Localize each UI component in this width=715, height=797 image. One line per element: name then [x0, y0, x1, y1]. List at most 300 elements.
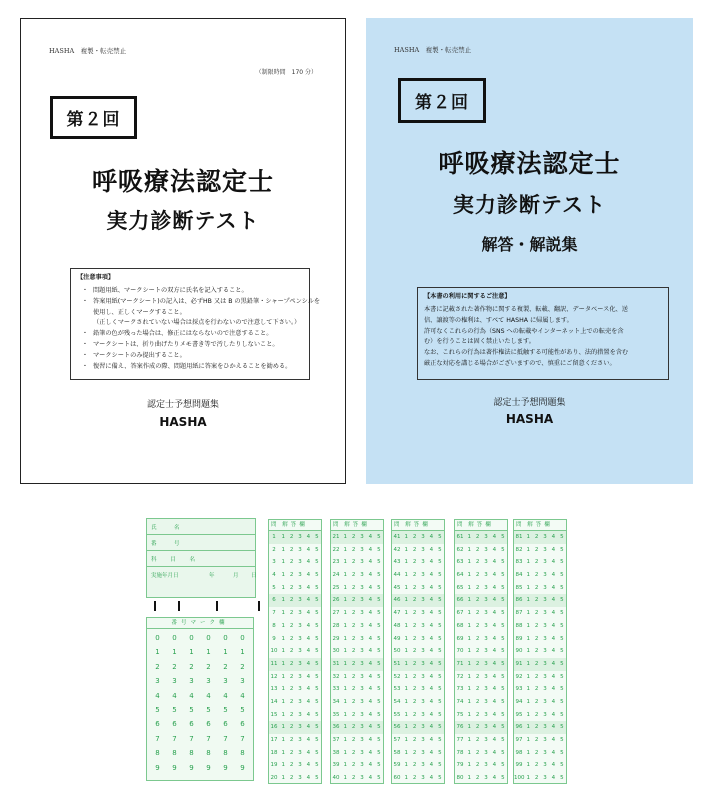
answer-bubble[interactable]: 4 [306, 597, 311, 604]
answer-bubble[interactable]: 4 [551, 762, 556, 769]
answer-bubble[interactable]: 5 [501, 711, 505, 718]
answer-bubble[interactable]: 5 [377, 749, 381, 756]
answer-bubble[interactable]: 2 [351, 724, 356, 731]
answer-bubble[interactable]: 4 [306, 546, 311, 553]
answer-bubble[interactable]: 1 [467, 660, 471, 667]
answer-bubble[interactable]: 3 [543, 572, 547, 579]
answer-bubble[interactable]: 1 [526, 546, 530, 553]
answer-bubble[interactable]: 1 [404, 749, 408, 756]
answer-bubble[interactable]: 4 [368, 749, 373, 756]
answer-bubble[interactable]: 4 [551, 698, 556, 705]
answer-bubble[interactable]: 5 [560, 724, 564, 731]
id-bubble[interactable]: 9 [206, 763, 211, 772]
id-bubble[interactable]: 0 [155, 634, 160, 642]
answer-bubble[interactable]: 1 [526, 635, 530, 642]
answer-bubble[interactable]: 3 [360, 698, 364, 705]
answer-bubble[interactable]: 1 [404, 597, 408, 604]
id-bubble[interactable]: 8 [206, 749, 211, 758]
answer-bubble[interactable]: 1 [404, 622, 408, 629]
answer-bubble[interactable]: 4 [492, 711, 497, 718]
answer-bubble[interactable]: 1 [467, 737, 471, 743]
answer-bubble[interactable]: 1 [404, 572, 408, 579]
answer-bubble[interactable]: 2 [412, 686, 417, 693]
answer-bubble[interactable]: 3 [298, 622, 302, 629]
answer-bubble[interactable]: 2 [351, 775, 356, 782]
answer-bubble[interactable]: 4 [551, 597, 556, 604]
answer-bubble[interactable]: 3 [298, 546, 302, 553]
answer-bubble[interactable]: 3 [360, 711, 364, 718]
answer-bubble[interactable]: 3 [298, 775, 302, 782]
answer-bubble[interactable]: 5 [501, 660, 505, 667]
answer-bubble[interactable]: 2 [351, 635, 356, 642]
id-bubble[interactable]: 5 [240, 705, 245, 714]
answer-bubble[interactable]: 4 [306, 534, 311, 540]
id-bubble[interactable]: 3 [189, 677, 194, 686]
answer-bubble[interactable]: 4 [551, 610, 556, 617]
id-bubble[interactable]: 8 [155, 749, 160, 758]
id-bubble[interactable]: 6 [206, 720, 211, 729]
answer-bubble[interactable]: 5 [501, 572, 505, 579]
answer-bubble[interactable]: 3 [298, 534, 302, 540]
answer-bubble[interactable]: 1 [343, 737, 347, 743]
answer-bubble[interactable]: 1 [526, 610, 530, 617]
answer-bubble[interactable]: 3 [298, 686, 302, 693]
id-bubble[interactable]: 4 [172, 691, 177, 700]
answer-bubble[interactable]: 1 [343, 711, 347, 718]
answer-bubble[interactable]: 1 [404, 559, 408, 566]
answer-bubble[interactable]: 1 [467, 686, 471, 693]
answer-bubble[interactable]: 1 [526, 572, 530, 579]
answer-bubble[interactable]: 5 [560, 610, 564, 617]
answer-bubble[interactable]: 2 [534, 686, 539, 693]
answer-bubble[interactable]: 2 [351, 698, 356, 705]
answer-bubble[interactable]: 1 [526, 724, 530, 731]
answer-bubble[interactable]: 4 [306, 673, 311, 680]
id-bubble[interactable]: 3 [206, 677, 211, 686]
answer-bubble[interactable]: 1 [343, 660, 347, 667]
answer-bubble[interactable]: 2 [412, 724, 417, 731]
answer-bubble[interactable]: 2 [289, 635, 294, 642]
answer-bubble[interactable]: 2 [412, 737, 417, 743]
answer-bubble[interactable]: 2 [351, 648, 356, 655]
answer-bubble[interactable]: 5 [438, 711, 442, 718]
id-bubble[interactable]: 9 [223, 763, 228, 772]
answer-bubble[interactable]: 2 [289, 572, 294, 579]
answer-bubble[interactable]: 3 [421, 749, 425, 756]
answer-bubble[interactable]: 4 [429, 737, 434, 743]
answer-bubble[interactable]: 3 [543, 610, 547, 617]
answer-bubble[interactable]: 1 [343, 610, 347, 617]
answer-bubble[interactable]: 4 [368, 559, 373, 566]
answer-bubble[interactable]: 1 [281, 762, 285, 769]
answer-bubble[interactable]: 5 [315, 610, 319, 617]
answer-bubble[interactable]: 5 [438, 660, 442, 667]
answer-bubble[interactable]: 1 [404, 610, 408, 617]
answer-bubble[interactable]: 5 [377, 534, 381, 540]
answer-bubble[interactable]: 4 [368, 584, 373, 591]
answer-bubble[interactable]: 2 [289, 622, 294, 629]
answer-bubble[interactable]: 3 [421, 597, 425, 604]
answer-bubble[interactable]: 3 [421, 559, 425, 566]
answer-bubble[interactable]: 2 [475, 762, 480, 769]
answer-bubble[interactable]: 3 [360, 686, 364, 693]
answer-bubble[interactable]: 1 [404, 584, 408, 591]
answer-bubble[interactable]: 5 [560, 635, 564, 642]
answer-bubble[interactable]: 3 [543, 648, 547, 655]
answer-bubble[interactable]: 5 [501, 749, 505, 756]
answer-bubble[interactable]: 5 [438, 673, 442, 680]
answer-bubble[interactable]: 2 [351, 597, 356, 604]
answer-bubble[interactable]: 1 [467, 673, 471, 680]
id-bubble[interactable]: 9 [172, 763, 177, 772]
answer-bubble[interactable]: 5 [438, 686, 442, 693]
id-bubble[interactable]: 0 [223, 634, 228, 642]
answer-bubble[interactable]: 4 [429, 749, 434, 756]
answer-bubble[interactable]: 5 [560, 673, 564, 680]
answer-bubble[interactable]: 2 [351, 673, 356, 680]
id-bubble[interactable]: 2 [206, 662, 211, 671]
answer-bubble[interactable]: 1 [467, 622, 471, 629]
answer-bubble[interactable]: 2 [289, 698, 294, 705]
answer-bubble[interactable]: 5 [315, 749, 319, 756]
answer-bubble[interactable]: 4 [368, 534, 373, 540]
answer-bubble[interactable]: 5 [438, 610, 442, 617]
answer-bubble[interactable]: 4 [368, 711, 373, 718]
id-bubble[interactable]: 7 [155, 734, 160, 743]
answer-bubble[interactable]: 3 [421, 775, 425, 782]
answer-bubble[interactable]: 1 [404, 711, 408, 718]
answer-bubble[interactable]: 2 [412, 648, 417, 655]
answer-bubble[interactable]: 1 [281, 648, 285, 655]
answer-bubble[interactable]: 1 [281, 635, 285, 642]
answer-bubble[interactable]: 2 [534, 635, 539, 642]
answer-bubble[interactable]: 3 [421, 610, 425, 617]
answer-bubble[interactable]: 4 [492, 597, 497, 604]
answer-bubble[interactable]: 2 [351, 584, 356, 591]
answer-bubble[interactable]: 5 [560, 648, 564, 655]
answer-bubble[interactable]: 5 [315, 597, 319, 604]
answer-bubble[interactable]: 5 [438, 559, 442, 566]
answer-bubble[interactable]: 5 [377, 775, 381, 782]
answer-bubble[interactable]: 1 [281, 610, 285, 617]
answer-bubble[interactable]: 2 [475, 749, 480, 756]
answer-bubble[interactable]: 1 [404, 534, 408, 540]
answer-bubble[interactable]: 4 [492, 737, 497, 743]
answer-bubble[interactable]: 4 [429, 584, 434, 591]
answer-bubble[interactable]: 3 [360, 648, 364, 655]
answer-bubble[interactable]: 2 [351, 534, 356, 540]
answer-bubble[interactable]: 2 [412, 534, 417, 540]
answer-bubble[interactable]: 1 [467, 775, 471, 782]
answer-bubble[interactable]: 5 [438, 572, 442, 579]
answer-bubble[interactable]: 3 [360, 737, 364, 743]
answer-bubble[interactable]: 4 [306, 711, 311, 718]
answer-bubble[interactable]: 2 [475, 622, 480, 629]
answer-bubble[interactable]: 2 [351, 546, 356, 553]
answer-bubble[interactable]: 1 [343, 749, 347, 756]
answer-bubble[interactable]: 3 [360, 597, 364, 604]
answer-bubble[interactable]: 4 [306, 572, 311, 579]
answer-bubble[interactable]: 2 [351, 711, 356, 718]
answer-bubble[interactable]: 5 [560, 597, 564, 604]
answer-bubble[interactable]: 4 [551, 775, 556, 782]
answer-bubble[interactable]: 3 [360, 622, 364, 629]
answer-bubble[interactable]: 4 [429, 648, 434, 655]
answer-bubble[interactable]: 1 [467, 534, 471, 540]
answer-bubble[interactable]: 5 [501, 622, 505, 629]
answer-bubble[interactable]: 5 [315, 572, 319, 579]
answer-bubble[interactable]: 1 [467, 711, 471, 718]
answer-bubble[interactable]: 4 [492, 749, 497, 756]
answer-bubble[interactable]: 2 [289, 724, 294, 731]
answer-bubble[interactable]: 1 [343, 724, 347, 731]
id-bubble[interactable]: 6 [172, 720, 177, 729]
answer-bubble[interactable]: 3 [484, 584, 488, 591]
answer-bubble[interactable]: 1 [467, 762, 471, 769]
answer-bubble[interactable]: 4 [306, 559, 311, 566]
answer-bubble[interactable]: 5 [377, 660, 381, 667]
answer-bubble[interactable]: 1 [526, 622, 530, 629]
answer-bubble[interactable]: 4 [368, 762, 373, 769]
answer-bubble[interactable]: 2 [534, 724, 539, 731]
id-bubble[interactable]: 9 [240, 763, 245, 772]
answer-bubble[interactable]: 3 [421, 724, 425, 731]
answer-bubble[interactable]: 3 [421, 698, 425, 705]
answer-bubble[interactable]: 1 [404, 635, 408, 642]
answer-bubble[interactable]: 4 [551, 534, 556, 540]
answer-bubble[interactable]: 4 [551, 622, 556, 629]
id-bubble[interactable]: 3 [155, 677, 160, 686]
answer-bubble[interactable]: 3 [421, 572, 425, 579]
answer-bubble[interactable]: 4 [492, 584, 497, 591]
answer-bubble[interactable]: 5 [315, 698, 319, 705]
answer-bubble[interactable]: 1 [281, 724, 285, 731]
id-bubble[interactable]: 6 [155, 720, 160, 729]
answer-bubble[interactable]: 3 [360, 635, 364, 642]
answer-bubble[interactable]: 3 [298, 610, 302, 617]
answer-bubble[interactable]: 5 [501, 597, 505, 604]
answer-bubble[interactable]: 4 [368, 698, 373, 705]
id-bubble[interactable]: 0 [189, 634, 194, 642]
answer-bubble[interactable]: 2 [475, 686, 480, 693]
answer-bubble[interactable]: 1 [404, 698, 408, 705]
id-bubble[interactable]: 7 [172, 734, 177, 743]
answer-bubble[interactable]: 3 [421, 737, 425, 743]
answer-bubble[interactable]: 2 [412, 762, 417, 769]
answer-bubble[interactable]: 3 [543, 749, 547, 756]
answer-bubble[interactable]: 4 [429, 559, 434, 566]
answer-bubble[interactable]: 5 [560, 762, 564, 769]
answer-bubble[interactable]: 3 [543, 686, 547, 693]
answer-bubble[interactable]: 3 [421, 534, 425, 540]
answer-bubble[interactable]: 3 [421, 686, 425, 693]
answer-bubble[interactable]: 2 [351, 660, 356, 667]
answer-bubble[interactable]: 3 [543, 635, 547, 642]
answer-bubble[interactable]: 2 [534, 737, 539, 743]
answer-bubble[interactable]: 5 [377, 711, 381, 718]
answer-bubble[interactable]: 3 [360, 762, 364, 769]
answer-bubble[interactable]: 1 [281, 698, 285, 705]
answer-bubble[interactable]: 3 [298, 724, 302, 731]
answer-bubble[interactable]: 4 [306, 737, 311, 743]
id-bubble[interactable]: 4 [223, 691, 228, 700]
answer-bubble[interactable]: 4 [306, 749, 311, 756]
answer-bubble[interactable]: 4 [551, 686, 556, 693]
answer-bubble[interactable]: 2 [289, 775, 294, 782]
answer-bubble[interactable]: 3 [484, 622, 488, 629]
answer-bubble[interactable]: 4 [551, 648, 556, 655]
answer-bubble[interactable]: 5 [438, 775, 442, 782]
id-bubble[interactable]: 0 [172, 634, 177, 642]
answer-bubble[interactable]: 5 [377, 610, 381, 617]
answer-bubble[interactable]: 2 [534, 775, 539, 782]
answer-bubble[interactable]: 3 [421, 635, 425, 642]
answer-bubble[interactable]: 1 [467, 559, 471, 566]
answer-bubble[interactable]: 3 [484, 546, 488, 553]
answer-bubble[interactable]: 2 [534, 698, 539, 705]
answer-bubble[interactable]: 5 [501, 686, 505, 693]
answer-bubble[interactable]: 1 [467, 610, 471, 617]
answer-bubble[interactable]: 5 [315, 686, 319, 693]
answer-bubble[interactable]: 1 [281, 775, 285, 782]
answer-bubble[interactable]: 4 [429, 775, 434, 782]
answer-bubble[interactable]: 1 [526, 749, 530, 756]
answer-bubble[interactable]: 2 [351, 737, 356, 743]
answer-bubble[interactable]: 2 [351, 686, 356, 693]
answer-bubble[interactable]: 2 [534, 648, 539, 655]
answer-bubble[interactable]: 2 [475, 559, 480, 566]
answer-bubble[interactable]: 3 [484, 762, 488, 769]
answer-bubble[interactable]: 1 [343, 622, 347, 629]
answer-bubble[interactable]: 3 [360, 775, 364, 782]
answer-bubble[interactable]: 2 [412, 622, 417, 629]
answer-bubble[interactable]: 5 [438, 584, 442, 591]
answer-bubble[interactable]: 1 [404, 660, 408, 667]
id-bubble[interactable]: 8 [223, 749, 228, 758]
id-bubble[interactable]: 1 [240, 648, 245, 657]
answer-bubble[interactable]: 3 [543, 559, 547, 566]
answer-bubble[interactable]: 5 [315, 673, 319, 680]
answer-bubble[interactable]: 1 [467, 648, 471, 655]
answer-bubble[interactable]: 4 [429, 724, 434, 731]
answer-bubble[interactable]: 1 [467, 572, 471, 579]
answer-bubble[interactable]: 4 [492, 686, 497, 693]
answer-bubble[interactable]: 1 [526, 597, 530, 604]
answer-bubble[interactable]: 1 [343, 648, 347, 655]
answer-bubble[interactable]: 2 [534, 546, 539, 553]
answer-bubble[interactable]: 1 [281, 660, 285, 667]
answer-bubble[interactable]: 3 [421, 660, 425, 667]
answer-bubble[interactable]: 4 [429, 572, 434, 579]
answer-bubble[interactable]: 4 [429, 610, 434, 617]
answer-bubble[interactable]: 2 [475, 673, 480, 680]
answer-bubble[interactable]: 4 [492, 622, 497, 629]
answer-bubble[interactable]: 5 [560, 698, 564, 705]
answer-bubble[interactable]: 4 [306, 686, 311, 693]
answer-bubble[interactable]: 4 [306, 648, 311, 655]
answer-bubble[interactable]: 5 [377, 622, 381, 629]
id-bubble[interactable]: 9 [155, 763, 160, 772]
id-bubble[interactable]: 8 [172, 749, 177, 758]
answer-bubble[interactable]: 4 [492, 775, 497, 782]
answer-bubble[interactable]: 2 [412, 584, 417, 591]
answer-bubble[interactable]: 4 [492, 762, 497, 769]
answer-bubble[interactable]: 2 [289, 597, 294, 604]
answer-bubble[interactable]: 3 [298, 597, 302, 604]
answer-bubble[interactable]: 1 [526, 762, 530, 769]
answer-bubble[interactable]: 4 [306, 724, 311, 731]
answer-bubble[interactable]: 1 [404, 724, 408, 731]
answer-bubble[interactable]: 5 [501, 762, 505, 769]
answer-bubble[interactable]: 5 [560, 572, 564, 579]
answer-bubble[interactable]: 4 [492, 572, 497, 579]
answer-bubble[interactable]: 4 [429, 673, 434, 680]
answer-bubble[interactable]: 3 [484, 648, 488, 655]
answer-bubble[interactable]: 4 [492, 534, 497, 540]
answer-bubble[interactable]: 1 [526, 673, 530, 680]
answer-bubble[interactable]: 2 [534, 610, 539, 617]
answer-bubble[interactable]: 1 [526, 584, 530, 591]
answer-bubble[interactable]: 5 [560, 749, 564, 756]
answer-bubble[interactable]: 3 [421, 648, 425, 655]
answer-bubble[interactable]: 4 [368, 775, 373, 782]
answer-bubble[interactable]: 5 [377, 546, 381, 553]
answer-bubble[interactable]: 5 [560, 622, 564, 629]
answer-bubble[interactable]: 4 [492, 660, 497, 667]
answer-bubble[interactable]: 4 [368, 660, 373, 667]
answer-bubble[interactable]: 2 [412, 749, 417, 756]
answer-bubble[interactable]: 2 [412, 673, 417, 680]
answer-bubble[interactable]: 3 [543, 711, 547, 718]
answer-bubble[interactable]: 3 [360, 559, 364, 566]
id-bubble[interactable]: 5 [172, 705, 177, 714]
answer-bubble[interactable]: 5 [560, 559, 564, 566]
answer-bubble[interactable]: 4 [429, 635, 434, 642]
answer-bubble[interactable]: 5 [377, 673, 381, 680]
answer-bubble[interactable]: 4 [368, 686, 373, 693]
id-bubble[interactable]: 5 [206, 705, 211, 714]
answer-bubble[interactable]: 5 [560, 737, 564, 743]
answer-bubble[interactable]: 5 [377, 572, 381, 579]
answer-bubble[interactable]: 5 [438, 724, 442, 731]
id-bubble[interactable]: 4 [206, 691, 211, 700]
answer-bubble[interactable]: 3 [484, 597, 488, 604]
answer-bubble[interactable]: 3 [543, 597, 547, 604]
answer-bubble[interactable]: 3 [298, 572, 302, 579]
id-bubble[interactable]: 2 [240, 662, 245, 671]
answer-bubble[interactable]: 5 [560, 660, 564, 667]
answer-bubble[interactable]: 3 [298, 660, 302, 667]
answer-bubble[interactable]: 2 [289, 711, 294, 718]
answer-bubble[interactable]: 4 [368, 610, 373, 617]
answer-bubble[interactable]: 1 [343, 775, 347, 782]
answer-bubble[interactable]: 3 [543, 762, 547, 769]
answer-bubble[interactable]: 3 [484, 635, 488, 642]
answer-bubble[interactable]: 3 [543, 698, 547, 705]
answer-bubble[interactable]: 1 [526, 648, 530, 655]
answer-bubble[interactable]: 2 [351, 610, 356, 617]
answer-bubble[interactable]: 3 [484, 534, 488, 540]
answer-bubble[interactable]: 1 [404, 546, 408, 553]
answer-bubble[interactable]: 5 [560, 534, 564, 540]
answer-bubble[interactable]: 5 [501, 584, 505, 591]
answer-bubble[interactable]: 4 [306, 635, 311, 642]
answer-bubble[interactable]: 1 [343, 673, 347, 680]
answer-bubble[interactable]: 4 [551, 546, 556, 553]
answer-bubble[interactable]: 3 [543, 737, 547, 743]
answer-bubble[interactable]: 4 [368, 546, 373, 553]
answer-bubble[interactable]: 2 [289, 660, 294, 667]
